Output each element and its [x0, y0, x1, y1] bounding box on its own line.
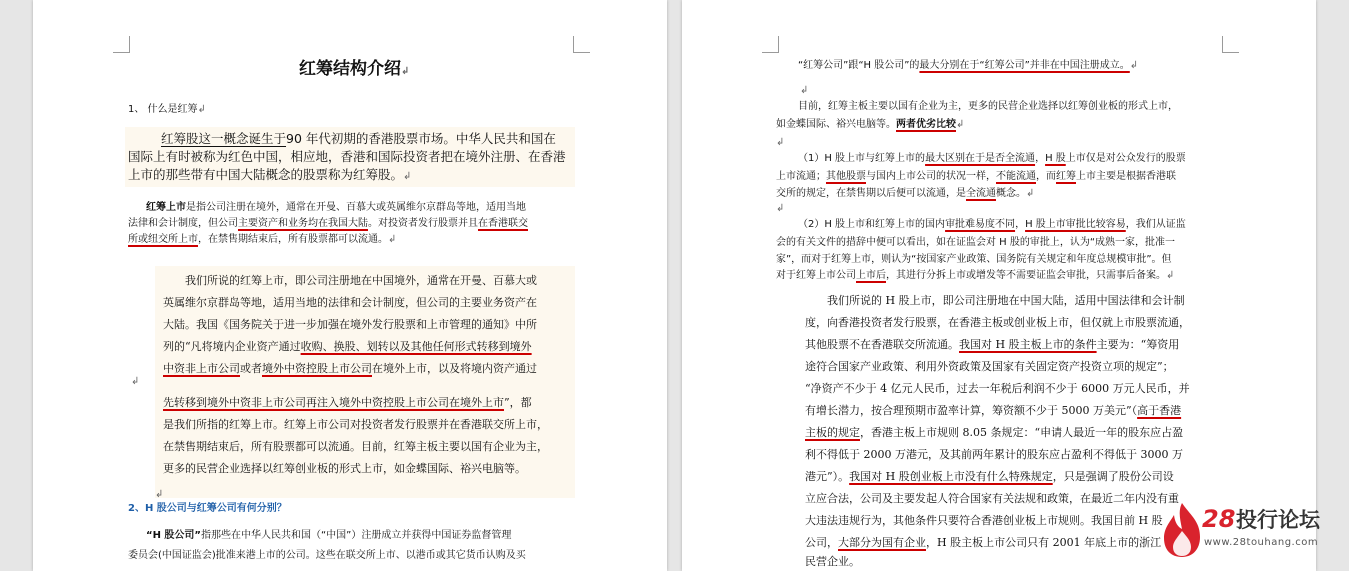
paragraph-line: 对于红筹上市公司上市后，其进行分拆上市或增发等不需要证监会审批，只需事后备案。↲: [776, 270, 1175, 281]
paragraph-line: “H 股公司”指那些在中华人民共和国（“中国”）注册成立并获得中国证券监督管理: [146, 530, 512, 541]
corner-mark: [1222, 36, 1239, 53]
quote-line: “净资产不少于 4 亿元人民币，过去一年税后利润不少于 6000 万元人民币，并: [805, 382, 1190, 395]
paragraph-line: 红筹上市是指公司注册在境外，通常在开曼、百慕大或英属维尔京群岛等地，适用当地: [146, 202, 526, 213]
paragraph-line: （2）H 股上市和红筹上市的国内审批难易度不同，H 股上市审批比较容易，我们从证监: [798, 219, 1186, 230]
watermark-number: 28: [1202, 505, 1236, 533]
corner-mark: [762, 36, 779, 53]
paragraph-line: “红筹公司”跟“H 股公司”的最大分别在于“红筹公司”并非在中国注册成立。↲: [798, 60, 1139, 71]
quote-line: 在禁售期结束后，所有股票都可以流通。目前，红筹主板主要以国有企业为主，: [163, 440, 548, 453]
paragraph-line: 上市流通；其他股票与国内上市公司的状况一样，不能流通，而红筹上市主要是根据香港联: [776, 171, 1176, 182]
quote-line: 有增长潜力，按合理预期市盈率计算，筹资额不少于 5000 万美元”（高于香港: [805, 404, 1182, 417]
quote-line: 民营企业。: [805, 555, 860, 568]
quote-line: 更多的民营企业选择以红筹创业板的形式上市，如金蝶国际、裕兴电脑等。: [163, 462, 526, 475]
flame-icon: [1160, 501, 1204, 559]
quote-line: 大违法违规行为，其他条件只要符合香港创业板上市规则。我国目前 H 股: [805, 514, 1163, 527]
quote-line: 大陆。我国《国务院关于进一步加强在境外发行股票和上市管理的通知》中所: [163, 318, 537, 331]
paragraph-mark: ↲: [776, 137, 785, 148]
paragraph-mark: ↲: [155, 489, 164, 500]
paragraph-line: 国际上有时被称为红色中国，相应地，香港和国际投资者把在境外注册、在香港: [128, 149, 566, 164]
paragraph-line: 家”，而对于红筹上市，则认为“按国家产业政策、国务院有关规定和年度总规模审批”。但: [776, 254, 1172, 265]
quote-line: 其他股票不在香港联交所流通。我国对 H 股主板上市的条件主要为：“筹资用: [805, 338, 1180, 351]
paragraph-line: 如金蝶国际、裕兴电脑等。两者优劣比较↲: [776, 119, 965, 130]
watermark-url: www.28touhang.com: [1204, 537, 1319, 548]
question-2: 2、H 股公司与红筹公司有何分别？: [128, 503, 287, 514]
paragraph-line: 所或纽交所上市，在禁售期结束后，所有股票都可以流通。↲: [128, 234, 397, 245]
paragraph-line: 交所的规定，在禁售期以后便可以流通，是全流通概念。↲: [776, 188, 1035, 199]
site-watermark-logo: [1160, 495, 1340, 565]
paragraph-mark: ↲: [131, 376, 140, 387]
corner-mark: [573, 36, 590, 53]
paragraph-mark: ↲: [800, 85, 809, 96]
corner-mark: [113, 36, 130, 53]
quote-line: 港元”）。我国对 H 股创业板上市没有什么特殊规定，只是强调了股份公司设: [805, 470, 1174, 483]
document-page-left[interactable]: [33, 0, 667, 571]
quote-line: 途符合国家产业政策、利用外资政策及国家有关固定资产投资立项的规定”；: [805, 360, 1174, 373]
quote-line: 是我们所指的红筹上市。红筹上市公司对投资者发行股票并在香港联交所上市，: [163, 418, 548, 431]
paragraph-line: 红筹股这一概念诞生于90 年代初期的香港股票市场。中华人民共和国在: [161, 131, 556, 146]
paragraph-line: （1）H 股上市与红筹上市的最大区别在于是否全流通，H 股上市仅是对公众发行的股票: [798, 153, 1186, 164]
paragraph-line: 会的有关文件的措辞中便可以看出，如在证监会对 H 股的审批上，认为“成熟一家，批准一: [776, 237, 1176, 248]
document-page-right[interactable]: [682, 0, 1319, 571]
quote-line: 先转移到境外中资非上市公司再注入境外中资控股上市公司在境外上市”，都: [163, 396, 532, 409]
watermark-name: 投行论坛: [1236, 508, 1320, 532]
quote-line: 英属维尔京群岛等地，适用当地的法律和会计制度，但公司的主要业务资产在: [163, 296, 537, 309]
paragraph-mark: ↲: [776, 203, 785, 214]
paragraph-line: 目前，红筹主板主要以国有企业为主，更多的民营企业选择以红筹创业板的形式上市，: [798, 101, 1178, 112]
quote-line: 列的“凡将境内企业资产通过收购、换股、划转以及其他任何形式转移到境外: [163, 340, 532, 353]
quote-line: 我们所说的红筹上市，即公司注册地在中国境外，通常在开曼、百慕大或: [185, 274, 537, 287]
quote-line: 立应合法，公司及主要发起人符合国家有关法规和政策，在最近二年内没有重: [805, 492, 1179, 505]
quote-line: 公司，大部分为国有企业，H 股主板上市公司只有 2001 年底上市的浙江: [805, 536, 1162, 549]
paragraph-line: 委员会(中国证监会)批准来港上市的公司。这些在联交所上市、以港币或其它货币认购及买: [128, 550, 526, 561]
quote-line: 我们所说的 H 股上市，即公司注册地在中国大陆，适用中国法律和会计制: [827, 294, 1185, 307]
quote-line: 主板的规定，香港主板上市规则 8.05 条规定：“申请人最近一年的股东应占盈: [805, 426, 1184, 439]
paragraph-line: 法律和会计制度，但公司主要资产和业务均在我国大陆。对投资者发行股票并且在香港联交: [128, 218, 528, 229]
quote-line: 中资非上市公司或者境外中资控股上市公司在境外上市，以及将境内资产通过: [163, 362, 537, 375]
question-1: 1、 什么是红筹↲: [128, 104, 206, 115]
quote-line: 度，向香港投资者发行股票，在香港主板或创业板上市，但仅就上市股票流通，: [805, 316, 1190, 329]
document-title: 红筹结构介绍↲: [299, 59, 410, 79]
quote-line: 利不得低于 2000 万港元，及其前两年累计的股东应占盈利不得低于 3000 万: [805, 448, 1183, 461]
paragraph-line: 上市的那些带有中国大陆概念的股票称为红筹股。↲: [128, 167, 412, 182]
